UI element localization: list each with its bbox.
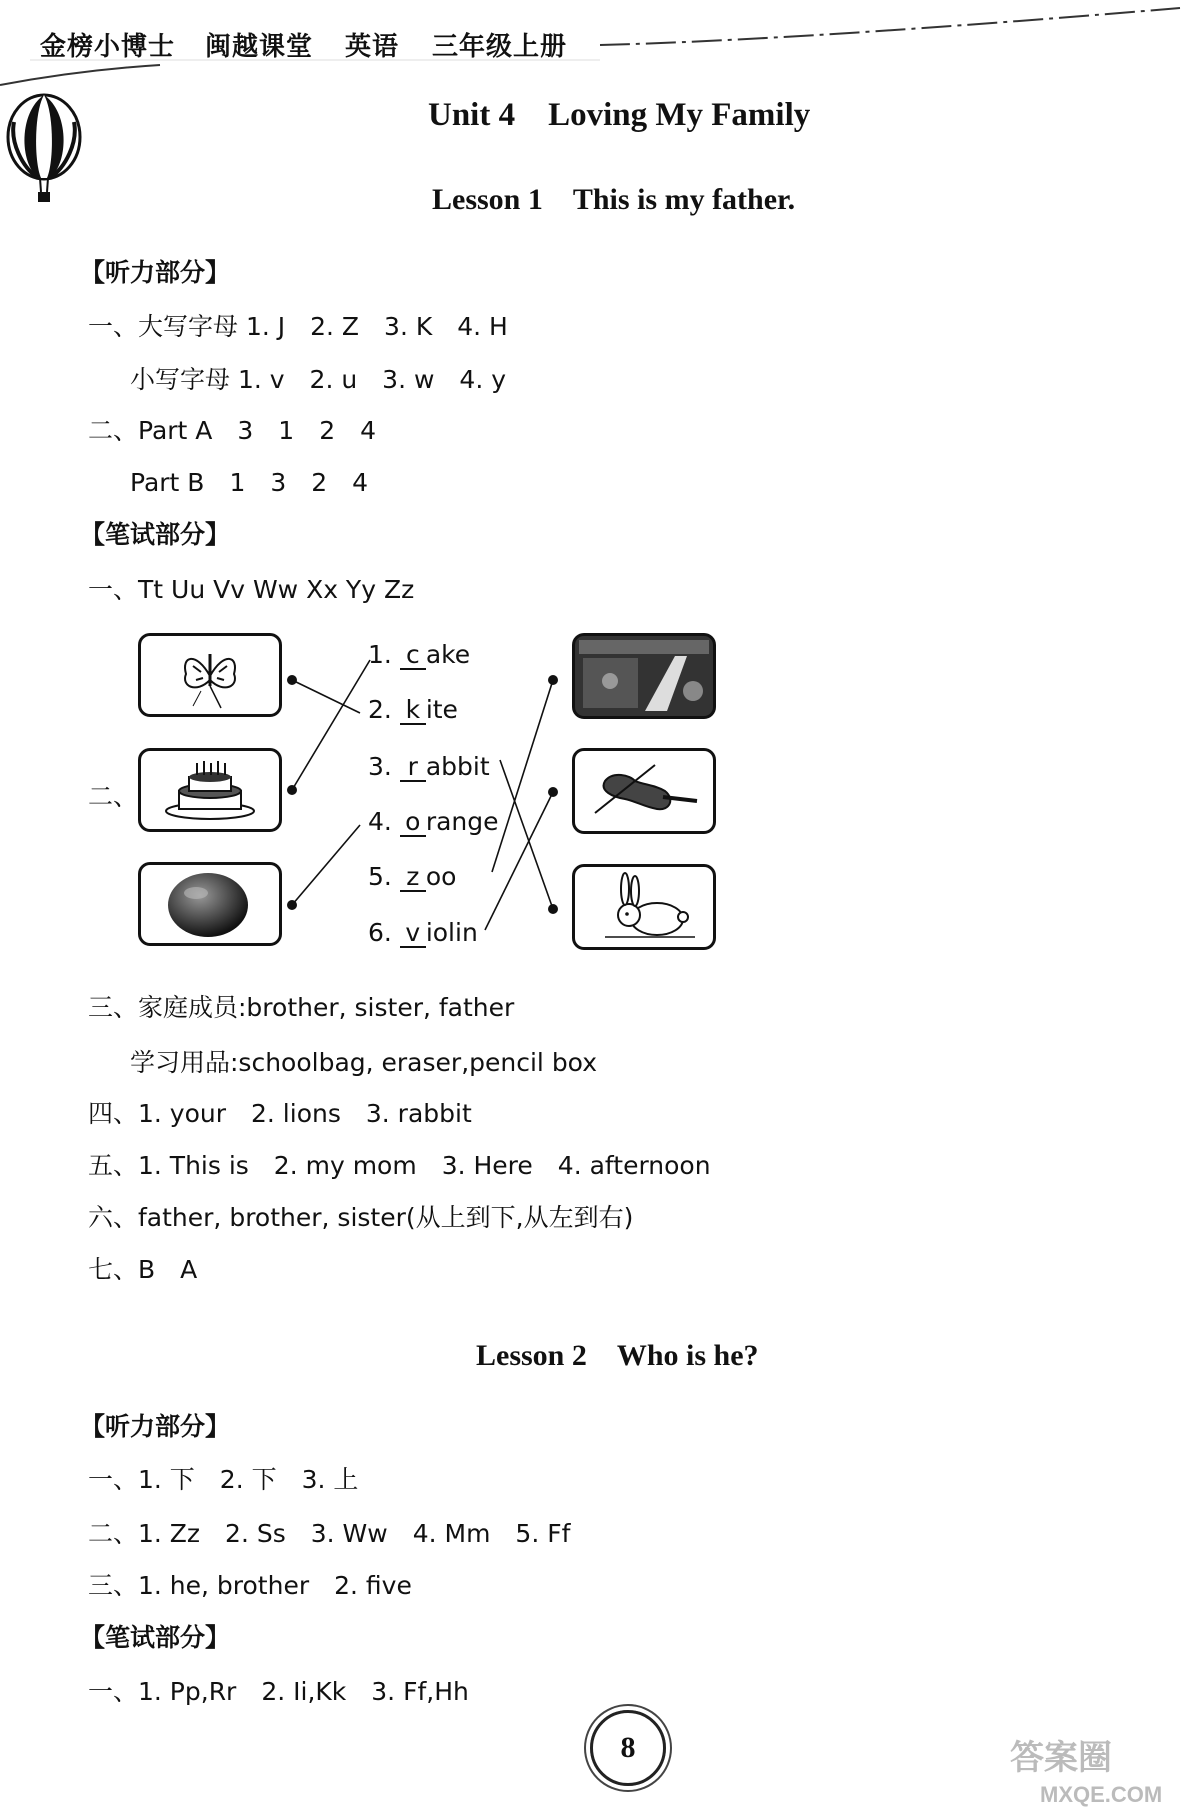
word-number: 2. — [368, 695, 392, 724]
lesson1-listening-line: 一、大写字母 1. J 2. Z 3. K 4. H — [88, 312, 508, 341]
header-grade: 三年级上册 — [432, 32, 568, 62]
picture-violin — [572, 748, 716, 834]
word-item — [368, 640, 470, 670]
lesson1-title: Lesson 1 This is my father. — [432, 183, 796, 216]
lesson1-q3-line: 学习用品:schoolbag, eraser,pencil box — [130, 1048, 598, 1077]
lesson2-written-heading: 【笔试部分】 — [80, 1623, 231, 1652]
lesson2-listening-line: 一、1. 下 2. 下 3. 上 — [88, 1465, 359, 1494]
lesson2-title: Lesson 2 Who is he? — [476, 1339, 759, 1372]
lesson1-listening-line: 小写字母 1. v 2. u 3. w 4. y — [130, 365, 507, 394]
word-number: 3. — [368, 752, 392, 781]
lesson1-listening-line: Part B 1 3 2 4 — [130, 468, 369, 497]
watermark-url: MXQE.COM — [1040, 1782, 1163, 1807]
word-answer-letter: r — [400, 754, 426, 782]
lesson1-listening-heading: 【听力部分】 — [80, 258, 231, 287]
zoo-icon — [575, 636, 713, 716]
word-rest: ite — [425, 695, 458, 724]
picture-rabbit — [572, 864, 716, 950]
lesson1-listening-line: 二、Part A 3 1 2 4 — [88, 416, 377, 445]
lesson1-written-heading: 【笔试部分】 — [80, 520, 231, 549]
word-answer-letter: o — [400, 809, 426, 837]
word-rest: oo — [425, 862, 457, 891]
unit-title: Unit 4 Loving My Family — [428, 97, 811, 133]
violin-icon — [575, 751, 713, 831]
word-number: 1. — [368, 640, 392, 669]
word-rest: range — [425, 807, 499, 836]
lesson2-listening-line: 二、1. Zz 2. Ss 3. Ww 4. Mm 5. Ff — [88, 1519, 571, 1548]
word-rest: iolin — [425, 918, 478, 947]
lesson1-q2-label: 二、 — [88, 782, 139, 811]
lesson1-q3-line: 三、家庭成员:brother, sister, father — [88, 993, 515, 1022]
word-item — [368, 807, 499, 837]
lesson2-listening-line: 三、1. he, brother 2. five — [88, 1571, 412, 1600]
header-book: 闽越课堂 — [205, 32, 314, 62]
header-series: 金榜小博士 — [40, 32, 176, 62]
word-answer-letter: c — [400, 642, 426, 670]
lesson1-q4-line: 四、1. your 2. lions 3. rabbit — [88, 1099, 472, 1128]
rabbit-icon — [575, 867, 713, 947]
picture-zoo — [572, 633, 716, 719]
word-answer-letter: v — [400, 920, 426, 948]
lesson2-written-line: 一、1. Pp,Rr 2. Ii,Kk 3. Ff,Hh — [88, 1677, 469, 1706]
lesson2-listening-heading: 【听力部分】 — [80, 1412, 231, 1441]
word-number: 6. — [368, 918, 392, 947]
header-subject: 英语 — [345, 32, 400, 62]
page-number: 8 — [590, 1710, 666, 1786]
word-number: 4. — [368, 807, 392, 836]
lesson1-q7-line: 七、B A — [88, 1255, 198, 1284]
lesson1-q6-line: 六、father, brother, sister(从上到下,从左到右) — [88, 1203, 634, 1232]
word-rest: abbit — [425, 752, 490, 781]
lesson1-q1-letters: 一、Tt Uu Vv Ww Xx Yy Zz — [88, 575, 415, 604]
lesson1-q5-line: 五、1. This is 2. my mom 3. Here 4. afternoon — [88, 1151, 711, 1180]
word-number: 5. — [368, 862, 392, 891]
word-rest: ake — [425, 640, 471, 669]
watermark-logo: 答案圈 — [1010, 1739, 1112, 1777]
word-item — [368, 752, 490, 782]
word-item — [368, 695, 458, 725]
word-answer-letter: k — [400, 697, 426, 725]
word-item — [368, 862, 456, 892]
word-item — [368, 918, 478, 948]
word-answer-letter: z — [400, 864, 426, 892]
